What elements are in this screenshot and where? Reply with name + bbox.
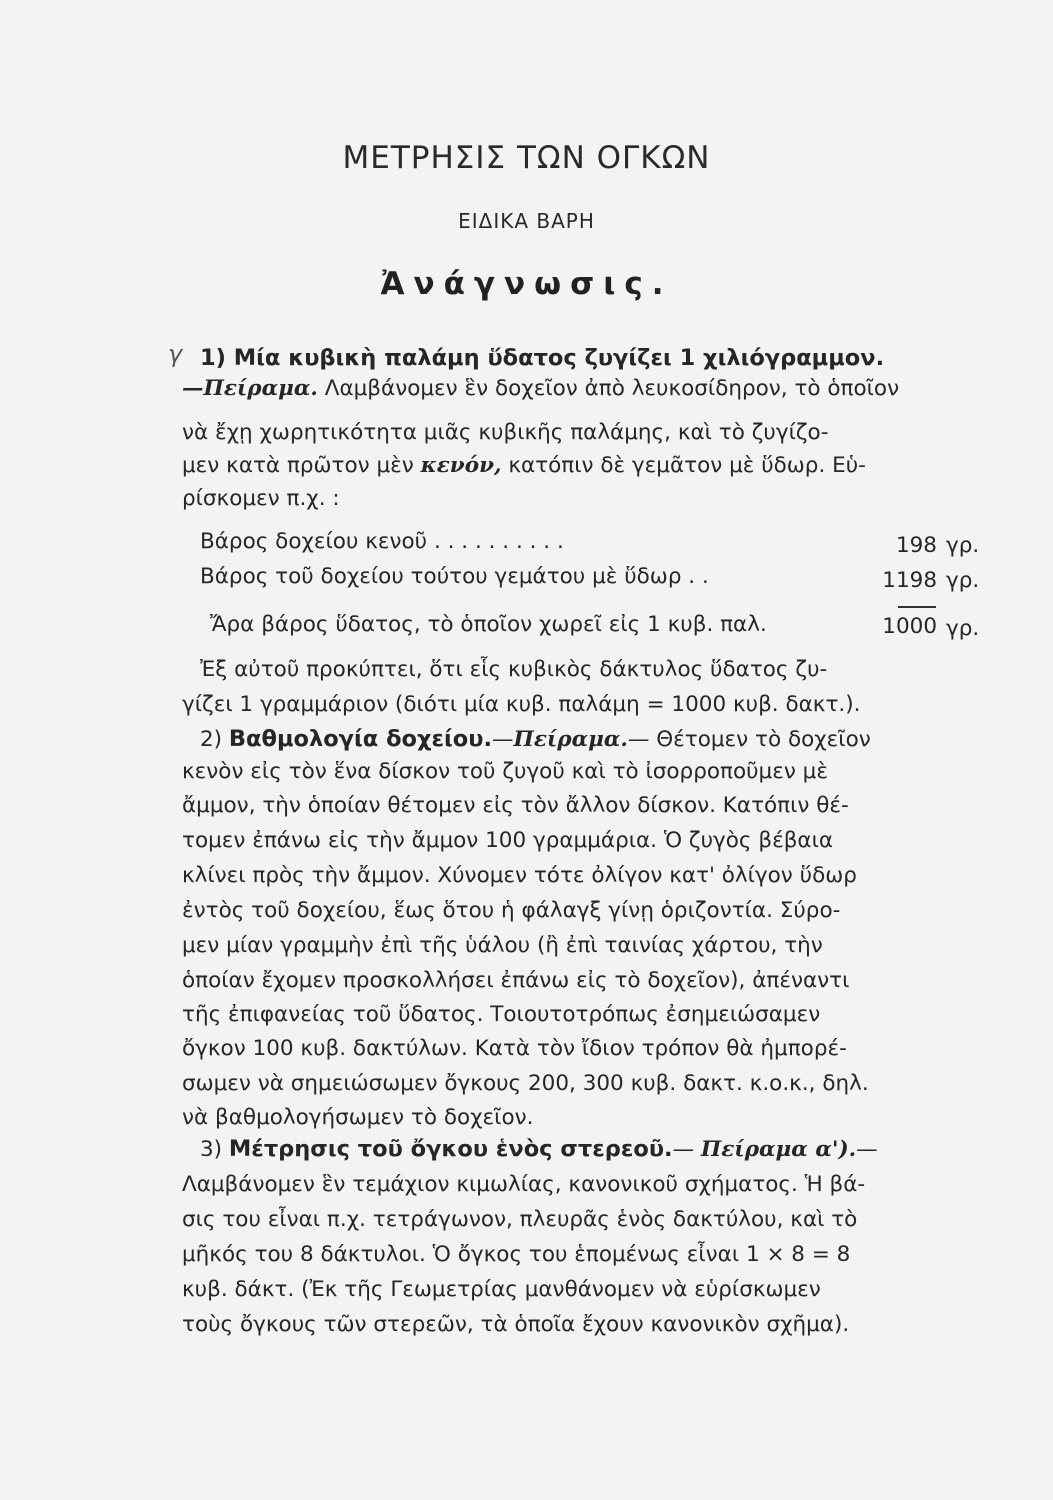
p2-line: κλίνει πρὸς τὴν ἄμμον. Χύνομεν τότε ὀλίγον κατ' ὀλίγον ὕδωρ [182,863,857,888]
p2-line: μεν μίαν γραμμὴν ἐπὶ τῆς ὑάλου (ἢ ἐπὶ ταινίας χάρτου, τὴν [182,933,823,958]
p2-dash: — [492,727,514,752]
weight-full-label: Βάρος τοῦ δοχείου τούτου γεμάτου μὲ ὕδωρ . . [200,564,709,589]
p3-heading [200,1134,878,1165]
p3-dash: — [672,1137,701,1162]
p2-number: 2) [200,727,229,752]
p2-heading-rest: — Θέτομεν τὸ δοχεῖον [627,727,871,752]
p3-experiment-label: Πείραμα α'). [700,1137,857,1162]
p2-line: ἄμμον, τὴν ὁποίαν θέτομεν εἰς τὸν ἄλλον δίσκον. Κατόπιν θέ- [182,793,849,818]
page-subtitle: ΕΙΔΙΚΑ ΒΑΡΗ [458,209,595,233]
conclusion-line-2: γίζει 1 γραμμάριον (διότι μία κυβ. παλάμη = 1000 κυβ. δακτ.). [182,692,861,717]
p1-line-2-text: Λαμβάνομεν ἓν δοχεῖον ἀπὸ λευκοσίδηρον, τὸ ὁποῖον [317,376,900,401]
p3-dash-end: — [856,1137,878,1162]
p3-line: τοὺς ὄγκους τῶν στερεῶν, τὰ ὁποῖα ἔχουν κανονικὸν σχῆμα). [182,1312,850,1337]
weight-empty-label: Βάρος δοχείου κενοῦ . . . . . . . . . . [200,529,564,554]
p2-heading-text: Βαθμολογία δοχείου. [228,726,492,752]
weight-water-value: 1000 [882,614,937,639]
p3-line: κυβ. δάκτ. (Ἐκ τῆς Γεωμετρίας μανθάνομεν νὰ εὑρίσκωμεν [182,1277,821,1302]
handwritten-margin-mark: γ [168,340,183,368]
weight-water-unit: γρ. [946,616,980,641]
weight-empty-unit: γρ. [946,533,980,558]
weight-empty-value: 198 [895,533,937,558]
p2-line: ὄγκον 100 κυβ. δακτύλων. Κατὰ τὸν ἴδιον τρόπον θὰ ἠμπορέ- [182,1036,847,1061]
page-title: ΜΕΤΡΗΣΙΣ ΤΩΝ ΟΓΚΩΝ [342,140,711,176]
p2-line: τομεν ἐπάνω εἰς τὴν ἄμμον 100 γραμμάρια. Ὁ ζυγὸς βέβαια [182,828,834,853]
p1-heading [200,343,884,373]
p2-heading [200,724,871,755]
p1-empty-word: κενόν, [420,453,502,478]
sum-rule [898,606,936,608]
p1-line-4b: κατόπιν δὲ γεμᾶτον μὲ ὕδωρ. Εὑ- [501,453,866,478]
p3-line: σις του εἶναι π.χ. τετράγωνον, πλευρᾶς ἑνὸς δακτύλου, καὶ τὸ [182,1207,858,1232]
p3-number: 3) [200,1137,229,1162]
p2-line: κενὸν εἰς τὸν ἕνα δίσκον τοῦ ζυγοῦ καὶ τὸ ἰσορροποῦμεν μὲ [182,759,828,784]
p3-line: Λαμβάνομεν ἓν τεμάχιον κιμωλίας, κανονικοῦ σχήματος. Ἡ βά- [182,1172,866,1197]
weight-full-unit: γρ. [946,568,980,593]
p1-line-2 [182,374,899,404]
p2-line: σωμεν νὰ σημειώσωμεν ὄγκους 200, 300 κυβ. δακτ. κ.ο.κ., δηλ. [182,1071,869,1096]
p1-heading-text: 1) Μία κυβικὴ παλάμη ὕδατος ζυγίζει 1 χιλιόγραμμον. [200,345,885,371]
p2-line: νὰ βαθμολογήσωμεν τὸ δοχεῖον. [182,1105,534,1130]
p3-line: μῆκός του 8 δάκτυλοι. Ὁ ὄγκος του ἑπομένως εἶναι 1 × 8 = 8 [182,1242,851,1267]
p1-experiment-label: —Πείραμα. [182,376,318,401]
p2-line: ἐντὸς τοῦ δοχείου, ἕως ὅτου ἡ φάλαγξ γίνῃ ὁριζοντία. Σύρο- [182,898,841,923]
p1-line-4a: μεν κατὰ πρῶτον μὲν [182,453,421,478]
p1-line-4 [182,451,866,481]
conclusion-line-1: Ἐξ αὐτοῦ προκύπτει, ὅτι εἷς κυβικὸς δάκτυλος ὕδατος ζυ- [200,657,828,682]
weight-full-value: 1198 [882,568,937,593]
section-heading: Ἀνάγνωσις. [380,266,673,302]
p3-heading-text: Μέτρησις τοῦ ὄγκου ἑνὸς στερεοῦ. [228,1136,673,1162]
p2-line: τῆς ἐπιφανείας τοῦ ὕδατος. Τοιουτοτρόπως ἐσημειώσαμεν [182,1002,821,1027]
weight-water-label: Ἄρα βάρος ὕδατος, τὸ ὁποῖον χωρεῖ εἰς 1 κυβ. παλ. [210,612,767,637]
p2-line: ὁποίαν ἔχομεν προσκολλήσει ἐπάνω εἰς τὸ δοχεῖον), ἀπέναντι [182,968,850,993]
p2-experiment-label: Πείραμα. [513,727,628,752]
p1-line-5: ρίσκομεν π.χ. : [182,486,340,511]
p1-line-3: νὰ ἔχῃ χωρητικότητα μιᾶς κυβικῆς παλάμης, καὶ τὸ ζυγίζο- [182,420,829,445]
